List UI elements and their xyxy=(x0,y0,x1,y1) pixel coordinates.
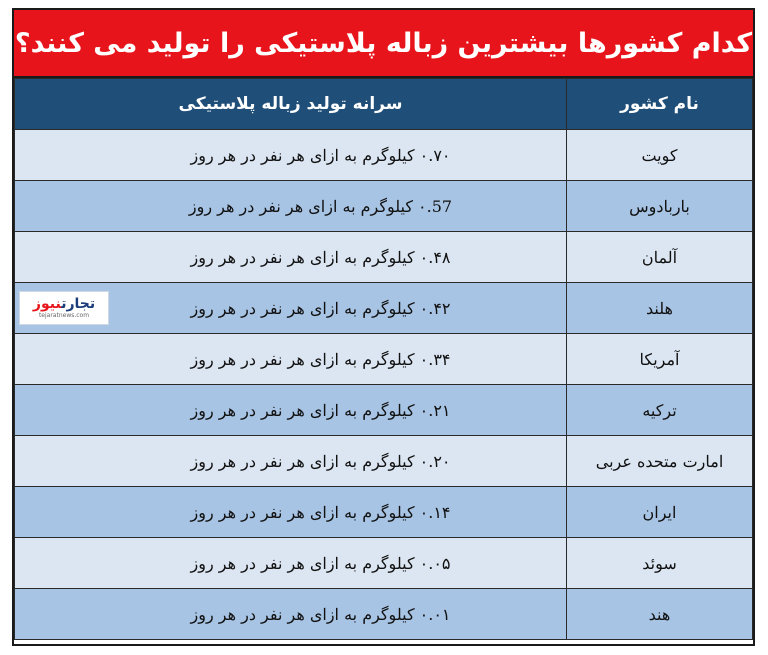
country-cell: هند xyxy=(567,589,753,640)
logo-part-1: تجارت xyxy=(61,296,96,312)
rate-cell xyxy=(15,538,567,589)
page-title: کدام کشورها بیشترین زباله پلاستیکی را تولید می کنند؟ xyxy=(14,10,753,78)
rate-cell xyxy=(15,436,567,487)
logo-wordmark xyxy=(33,296,95,312)
rate-cell xyxy=(15,385,567,436)
table-row xyxy=(15,283,753,334)
rate-cell xyxy=(15,334,567,385)
country-cell: آلمان xyxy=(567,232,753,283)
table-row xyxy=(15,538,753,589)
logo-part-2: نیوز xyxy=(32,296,62,312)
rate-value: ۰.۷۰ کیلوگرم به ازای هر نفر در هر روز xyxy=(190,145,451,165)
rate-value: ۰.۴۸ کیلوگرم به ازای هر نفر در هر روز xyxy=(190,247,451,267)
rate-value: ۰.۲۱ کیلوگرم به ازای هر نفر در هر روز xyxy=(190,400,451,420)
table-row xyxy=(15,181,753,232)
rate-value: ۰.۱۴ کیلوگرم به ازای هر نفر در هر روز xyxy=(190,502,451,522)
column-header-rate: سرانه تولید زباله پلاستیکی xyxy=(15,79,567,130)
table-row xyxy=(15,436,753,487)
rate-value: ۰.۲۰ کیلوگرم به ازای هر نفر در هر روز xyxy=(190,451,451,471)
country-cell: کویت xyxy=(567,130,753,181)
rate-cell xyxy=(15,589,567,640)
country-cell: ترکیه xyxy=(567,385,753,436)
rate-cell xyxy=(15,232,567,283)
tejaratnews-logo xyxy=(19,291,109,325)
plastic-waste-table xyxy=(14,78,753,640)
country-cell: باربادوس xyxy=(567,181,753,232)
rate-value: ۰.۳۴ کیلوگرم به ازای هر نفر در هر روز xyxy=(190,349,451,369)
table-header-row xyxy=(15,79,753,130)
rate-value: ۰.57 کیلوگرم به ازای هر نفر در هر روز xyxy=(188,196,453,216)
rate-cell xyxy=(15,487,567,538)
country-cell: ایران xyxy=(567,487,753,538)
rate-cell xyxy=(15,130,567,181)
country-cell: سوئد xyxy=(567,538,753,589)
infographic-table xyxy=(12,8,755,646)
table-row xyxy=(15,487,753,538)
country-cell: امارت متحده عربی xyxy=(567,436,753,487)
table-row xyxy=(15,385,753,436)
rate-value: ۰.۰۵ کیلوگرم به ازای هر نفر در هر روز xyxy=(190,553,451,573)
rate-cell xyxy=(15,283,567,334)
column-header-country: نام کشور xyxy=(567,79,753,130)
table-row xyxy=(15,589,753,640)
table-row xyxy=(15,130,753,181)
table-row xyxy=(15,334,753,385)
rate-cell xyxy=(15,181,567,232)
rate-value: ۰.۰۱ کیلوگرم به ازای هر نفر در هر روز xyxy=(190,604,451,624)
logo-url: tejaratnews.com xyxy=(38,312,90,319)
country-cell: هلند xyxy=(567,283,753,334)
table-row xyxy=(15,232,753,283)
rate-value: ۰.۴۲ کیلوگرم به ازای هر نفر در هر روز xyxy=(190,298,451,318)
country-cell: آمریکا xyxy=(567,334,753,385)
